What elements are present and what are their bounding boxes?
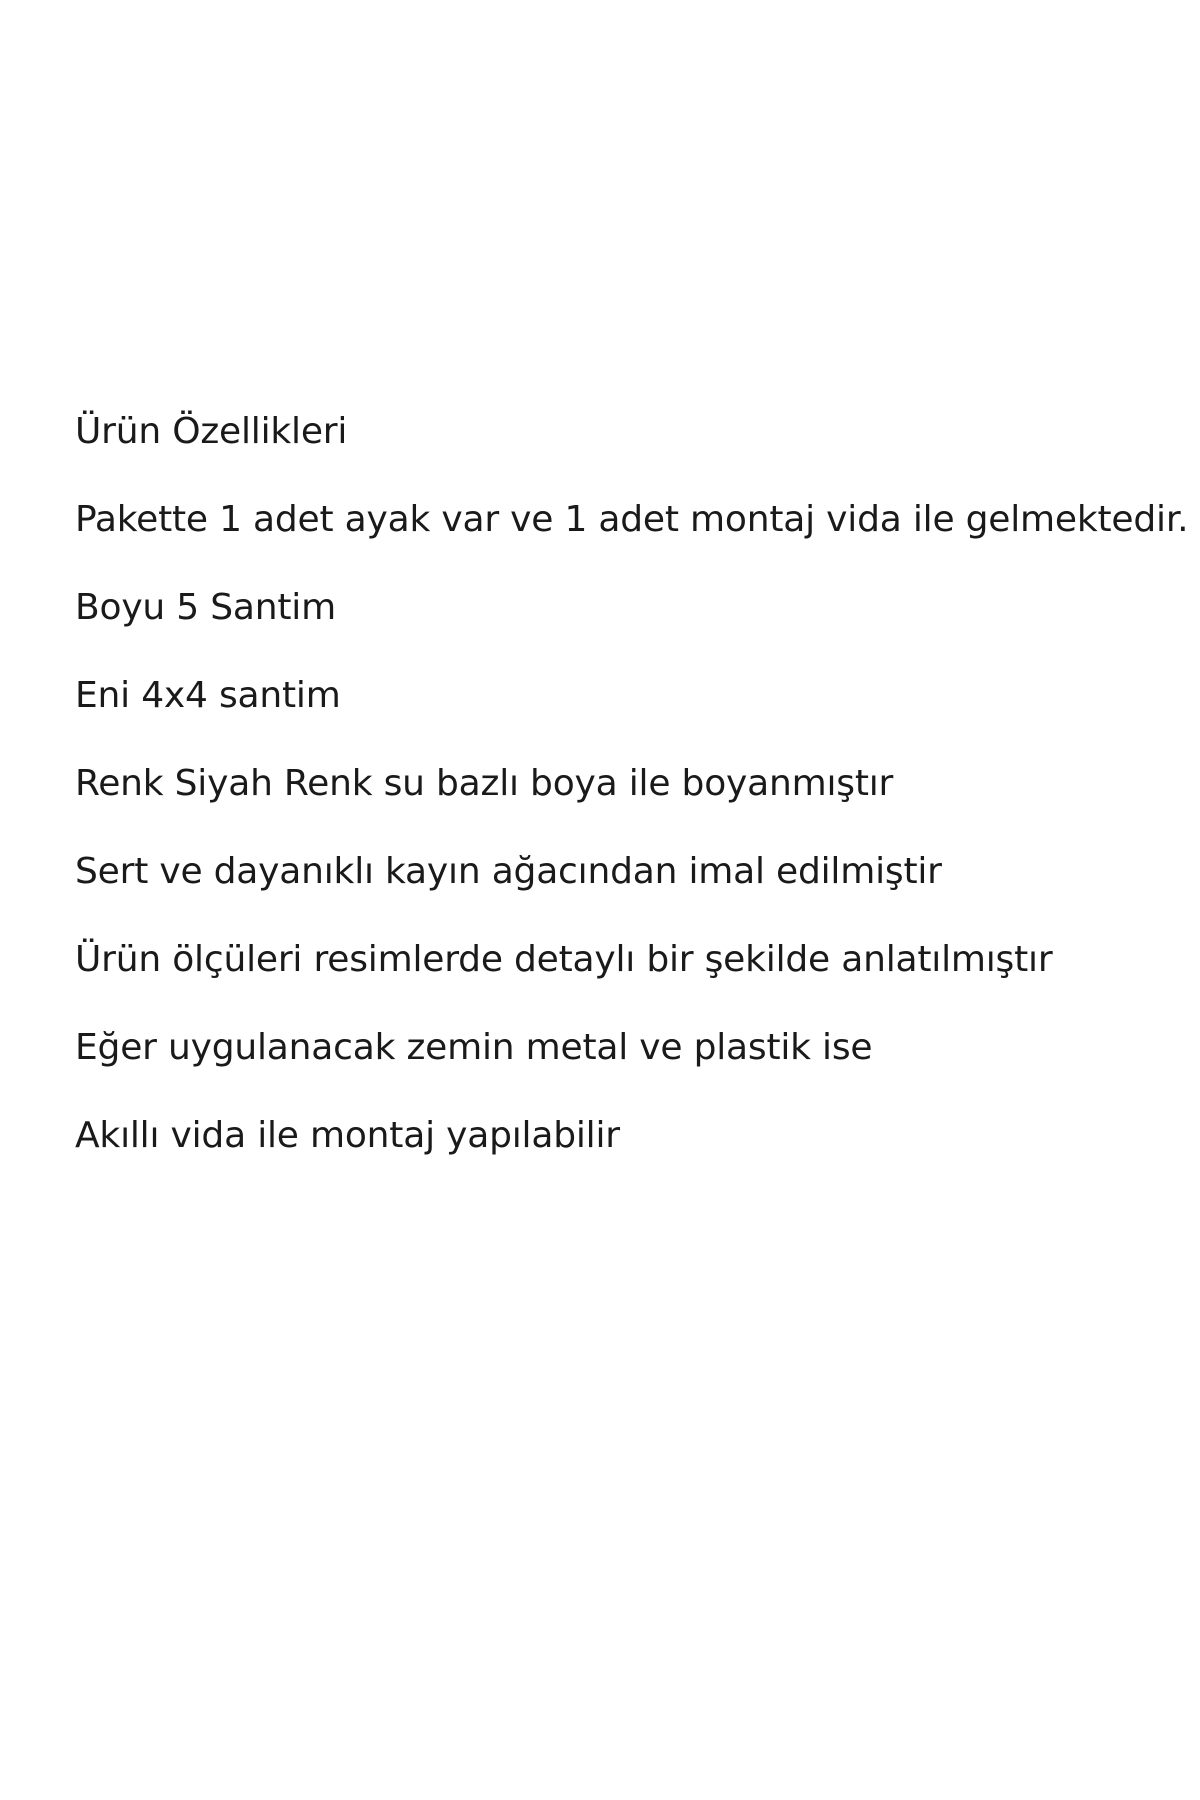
feature-line-material: Sert ve dayanıklı kayın ağacından imal edilmiştir <box>75 851 942 892</box>
feature-line-package: Pakette 1 adet ayak var ve 1 adet montaj vida ile gelmektedir. <box>75 499 1189 540</box>
feature-line-width: Eni 4x4 santim <box>75 675 341 716</box>
feature-line-mounting: Akıllı vida ile montaj yapılabilir <box>75 1115 620 1156</box>
feature-line-height: Boyu 5 Santim <box>75 587 336 628</box>
feature-line-dimensions: Ürün ölçüleri resimlerde detaylı bir şekilde anlatılmıştır <box>75 939 1053 980</box>
feature-line-color: Renk Siyah Renk su bazlı boya ile boyanmıştır <box>75 763 894 804</box>
feature-line-surface: Eğer uygulanacak zemin metal ve plastik ise <box>75 1027 873 1068</box>
section-title: Ürün Özellikleri <box>75 411 348 452</box>
product-features-list <box>75 410 1189 1202</box>
